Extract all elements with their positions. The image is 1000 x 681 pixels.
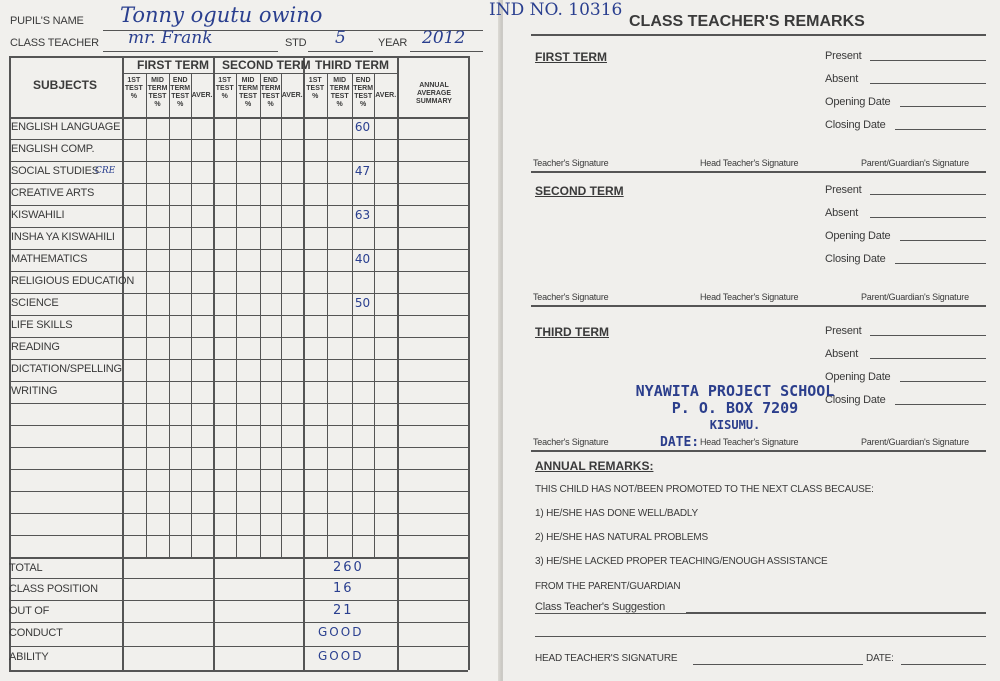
- pupil-name-value: Tonny ogutu owino: [120, 3, 323, 27]
- signature-label: Teacher's Signature: [533, 292, 609, 302]
- subcol-header: MID TERM TEST %: [238, 77, 258, 108]
- signature-label: Head Teacher's Signature: [700, 292, 799, 302]
- signature-label: Teacher's Signature: [533, 437, 609, 447]
- remarks-field-label: Absent: [825, 73, 859, 85]
- subject-name: CREATIVE ARTS: [11, 187, 95, 199]
- signature-label: Parent/Guardian's Signature: [861, 158, 969, 168]
- footer-row-label: ABILITY: [9, 651, 49, 663]
- annual-remark-line: 1) HE/SHE HAS DONE WELL/BADLY: [535, 508, 698, 519]
- remarks-term-header: THIRD TERM: [535, 325, 609, 339]
- subcol-header: END TERM TEST %: [170, 77, 191, 108]
- stamp-town: KISUMU.: [709, 418, 761, 432]
- subcol-header: END TERM TEST %: [260, 77, 281, 108]
- annual-remark-line: 2) HE/SHE HAS NATURAL PROBLEMS: [535, 532, 708, 543]
- subject-name: DICTATION/SPELLING: [11, 363, 122, 375]
- footer-third-term-value: GOOD: [318, 649, 364, 663]
- footer-row-label: CONDUCT: [9, 627, 63, 639]
- signature-label: Parent/Guardian's Signature: [861, 292, 969, 302]
- subject-name: RELIGIOUS EDUCATION: [11, 275, 135, 287]
- subject-name: SOCIAL STUDIES: [11, 165, 99, 177]
- footer-third-term-value: GOOD: [318, 625, 364, 639]
- date-label: DATE:: [866, 653, 894, 664]
- signature-label: Head Teacher's Signature: [700, 158, 799, 168]
- footer-third-term-value: 21: [333, 603, 354, 618]
- std-value: 5: [335, 28, 346, 48]
- subject-name: SCIENCE: [11, 297, 59, 309]
- subcol-header: 1ST TEST %: [306, 77, 325, 100]
- remarks-field-label: Closing Date: [825, 119, 886, 131]
- school-stamp: [625, 383, 845, 451]
- signature-label: Head Teacher's Signature: [700, 437, 799, 447]
- footer-third-term-value: 260: [333, 560, 364, 575]
- std-label: STD: [285, 37, 307, 49]
- remarks-field-label: Closing Date: [825, 394, 886, 406]
- ind-no-value: IND NO. 10316: [489, 0, 623, 20]
- subject-name: ENGLISH LANGUAGE: [11, 121, 121, 133]
- subcol-header: 1ST TEST %: [215, 77, 234, 100]
- third-term-end-score: 63: [354, 208, 371, 222]
- footer-row-label: TOTAL: [9, 562, 43, 574]
- signature-label: Parent/Guardian's Signature: [861, 437, 969, 447]
- annual-remark-line: 3) HE/SHE LACKED PROPER TEACHING/ENOUGH ASSISTANCE: [535, 556, 828, 567]
- report-card-right-page: [489, 0, 1000, 681]
- remarks-title: CLASS TEACHER'S REMARKS: [629, 13, 865, 30]
- stamp-date: DATE:: [660, 435, 700, 450]
- subject-name: READING: [11, 341, 60, 353]
- subjects-header: SUBJECTS: [33, 78, 98, 92]
- subcol-header: AVER.: [375, 92, 397, 99]
- third-term-header: THIRD TERM: [315, 58, 389, 72]
- subcol-header: MID TERM TEST %: [147, 77, 168, 108]
- remarks-field-label: Closing Date: [825, 253, 886, 265]
- year-label: YEAR: [378, 37, 408, 49]
- stamp-box: P. O. BOX 7209: [671, 399, 799, 417]
- annual-remark-line: THIS CHILD HAS NOT/BEEN PROMOTED TO THE NEXT CLASS BECAUSE:: [535, 484, 874, 495]
- annual-average-header: ANNUAL AVERAGE SUMMARY: [416, 82, 452, 105]
- class-teacher-value: mr. Frank: [128, 28, 213, 48]
- remarks-field-label: Present: [825, 325, 862, 337]
- remarks-term-header: SECOND TERM: [535, 184, 624, 198]
- year-value: 2012: [422, 28, 466, 48]
- class-teacher-label: CLASS TEACHER: [10, 37, 99, 49]
- subcol-header: AVER.: [281, 92, 303, 99]
- third-term-end-score: 60: [354, 120, 371, 134]
- subcol-header: 1ST TEST %: [124, 77, 143, 100]
- subcol-header: END TERM TEST %: [353, 77, 374, 108]
- pupil-name-label: PUPIL'S NAME: [10, 15, 84, 27]
- remarks-field-label: Opening Date: [825, 371, 891, 383]
- cre-margin-note: CRE: [95, 166, 116, 176]
- subject-name: KISWAHILI: [11, 209, 65, 221]
- footer-row-label: CLASS POSITION: [9, 583, 98, 595]
- footer-row-label: OUT OF: [9, 605, 50, 617]
- suggestion-label: Class Teacher's Suggestion: [535, 601, 665, 613]
- subcol-header: MID TERM TEST %: [329, 77, 350, 108]
- subcol-header: AVER.: [191, 92, 213, 99]
- subject-name: INSHA YA KISWAHILI: [11, 231, 115, 243]
- remarks-field-label: Absent: [825, 348, 859, 360]
- remarks-field-label: Absent: [825, 207, 859, 219]
- signature-label: Teacher's Signature: [533, 158, 609, 168]
- first-term-header: FIRST TERM: [137, 58, 209, 72]
- third-term-end-score: 40: [354, 252, 371, 266]
- remarks-field-label: Opening Date: [825, 230, 891, 242]
- second-term-header: SECOND TERM: [222, 58, 311, 72]
- remarks-term-header: FIRST TERM: [535, 50, 607, 64]
- head-teacher-signature-label: HEAD TEACHER'S SIGNATURE: [535, 653, 678, 664]
- remarks-field-label: Opening Date: [825, 96, 891, 108]
- third-term-end-score: 47: [354, 164, 371, 178]
- footer-third-term-value: 16: [333, 581, 354, 596]
- subject-name: LIFE SKILLS: [11, 319, 73, 331]
- subject-name: WRITING: [11, 385, 58, 397]
- remarks-field-label: Present: [825, 184, 862, 196]
- stamp-school-name: NYAWITA PROJECT SCHOOL: [635, 382, 835, 400]
- annual-remarks-title: ANNUAL REMARKS:: [535, 459, 654, 473]
- annual-remark-line: FROM THE PARENT/GUARDIAN: [535, 581, 681, 592]
- subject-name: ENGLISH COMP.: [11, 143, 95, 155]
- subject-name: MATHEMATICS: [11, 253, 88, 265]
- third-term-end-score: 50: [354, 296, 371, 310]
- remarks-field-label: Present: [825, 50, 862, 62]
